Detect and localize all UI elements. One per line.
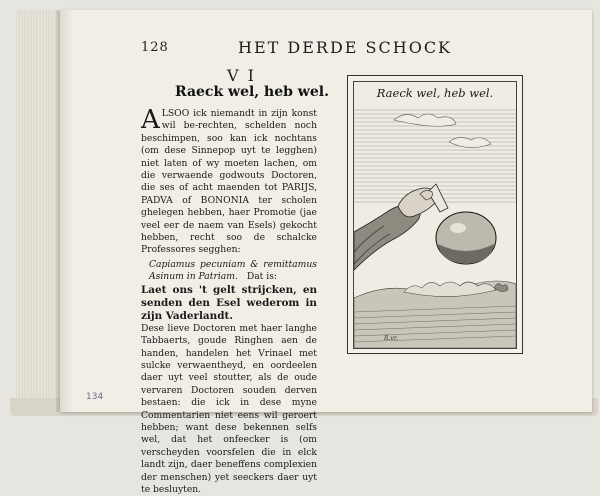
inventory-mark: 134 xyxy=(86,392,104,402)
bold-translation: Laet ons 't gelt strijcken, en senden den Esel wederom in zijn Vaderlandt. xyxy=(141,283,317,322)
flask-highlight xyxy=(450,223,466,233)
drop-cap: A xyxy=(141,105,160,135)
chapter-motto: Raeck wel, heb wel. xyxy=(175,84,329,100)
engraving-frame xyxy=(353,81,517,349)
paragraph-1 xyxy=(141,105,317,257)
engraving-illustration xyxy=(354,102,516,348)
page-gutter-shadow xyxy=(56,10,74,412)
chapter-number: V I xyxy=(227,66,256,85)
plate-caption: Raeck wel, heb wel. xyxy=(376,86,494,100)
dat-is: Dat is: xyxy=(246,271,278,283)
page-header xyxy=(0,38,600,60)
latin-quote-text: Capiamus pecuniam & remittamus Asinum in Patriam. xyxy=(149,258,317,283)
running-title: HET DERDE SCHOCK xyxy=(238,38,453,57)
latin-quote xyxy=(149,259,317,284)
paragraph-2: Dese lieve Doctoren met haer langhe Tabbaerts, goude Ringhen aen de handen, handelen het Vrinael met sulcke verwaentheyd, en oordeelen daer uyt veel stoutter, als de oude vervaren Doctoren souden derven bestaen: die ick in dese myne Commentarien niet eens wil geroert hebben; want dese bekennen selfs wel, dat het onfeecker is (om verscheyden voorsfelen die in elck landt zijn, daer beneffens complexien der menschen) yet seeckers daer uyt te besluyten. xyxy=(141,322,317,495)
body-text xyxy=(141,105,317,496)
clouds xyxy=(394,114,491,148)
svg-text:R.vr.: R.vr. xyxy=(384,335,398,342)
engraving-plate xyxy=(347,75,523,354)
page-number: 128 xyxy=(141,40,169,55)
paragraph-1-text: LSOO ick niemandt in zijn konst wil be-rechten, schelden noch beschimpen, soo kan ick nochtans (om dese Sinnepop uyt te legghen) niet laten of wy moeten lachen, om die verwaende godwouts Doctoren, die ses of acht maenden tot PARIJS, PADVA of BONONIA ter scholen ghelegen hebben, haer Promotie (jae veel eer de naem van Esels) gekocht hebben, recht soo de schalcke Professores segghen: xyxy=(141,108,317,256)
